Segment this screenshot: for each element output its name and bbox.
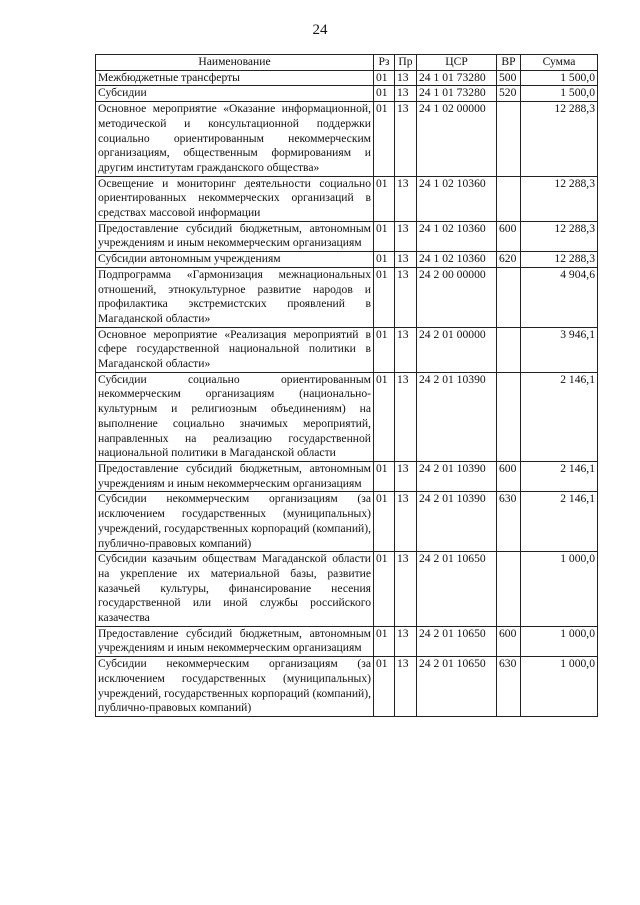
table-row xyxy=(96,176,598,221)
row-name: Субсидии автономным учреждениям xyxy=(96,252,374,268)
row-vr xyxy=(497,176,521,221)
row-vr: 520 xyxy=(497,86,521,102)
row-rz: 01 xyxy=(374,492,395,552)
table-header-row xyxy=(96,55,598,71)
row-vr xyxy=(497,267,521,327)
row-name: Субсидии xyxy=(96,86,374,102)
header-sum: Сумма xyxy=(521,55,598,71)
row-name: Освещение и мониторинг деятельности социально ориентированных некоммерческих организаций в средствах массовой информации xyxy=(96,176,374,221)
row-pr: 13 xyxy=(395,492,417,552)
page-number: 24 xyxy=(312,22,328,38)
row-name: Предоставление субсидий бюджетным, автономным учреждениям и иным некоммерческим организациям xyxy=(96,221,374,251)
row-vr: 630 xyxy=(497,492,521,552)
row-csr: 24 1 01 73280 xyxy=(417,70,497,86)
row-name: Субсидии казачьим обществам Магаданской области на укрепление их материальной базы, развитие казачьей культуры, финансирование несения государственной или иной службы российского казачества xyxy=(96,552,374,627)
table-row xyxy=(96,70,598,86)
header-vr: ВР xyxy=(497,55,521,71)
row-pr: 13 xyxy=(395,461,417,491)
row-pr: 13 xyxy=(395,657,417,717)
row-name: Межбюджетные трансферты xyxy=(96,70,374,86)
row-csr: 24 2 00 00000 xyxy=(417,267,497,327)
row-vr: 500 xyxy=(497,70,521,86)
table-row xyxy=(96,252,598,268)
row-sum: 1 500,0 xyxy=(521,86,598,102)
table-row xyxy=(96,221,598,251)
row-sum: 2 146,1 xyxy=(521,372,598,461)
row-sum: 2 146,1 xyxy=(521,461,598,491)
row-vr: 620 xyxy=(497,252,521,268)
table-row xyxy=(96,267,598,327)
row-rz: 01 xyxy=(374,267,395,327)
row-rz: 01 xyxy=(374,176,395,221)
row-name: Субсидии некоммерческим организациям (за исключением государственных (муниципальных) учреждений, государственных корпораций (компаний), публично-правовых компаний) xyxy=(96,657,374,717)
row-sum: 12 288,3 xyxy=(521,252,598,268)
row-sum: 1 500,0 xyxy=(521,70,598,86)
row-vr: 600 xyxy=(497,461,521,491)
row-pr: 13 xyxy=(395,86,417,102)
row-csr: 24 1 02 10360 xyxy=(417,252,497,268)
row-csr: 24 2 01 10650 xyxy=(417,657,497,717)
row-pr: 13 xyxy=(395,552,417,627)
row-sum: 3 946,1 xyxy=(521,327,598,372)
row-pr: 13 xyxy=(395,102,417,177)
table-row xyxy=(96,461,598,491)
row-rz: 01 xyxy=(374,327,395,372)
table-row xyxy=(96,102,598,177)
row-rz: 01 xyxy=(374,102,395,177)
row-pr: 13 xyxy=(395,252,417,268)
row-sum: 4 904,6 xyxy=(521,267,598,327)
row-pr: 13 xyxy=(395,70,417,86)
row-csr: 24 2 01 10390 xyxy=(417,461,497,491)
row-pr: 13 xyxy=(395,327,417,372)
row-name: Подпрограмма «Гармонизация межнациональных отношений, этнокультурное развитие народов и профилактика экстремистских проявлений в Магаданской области» xyxy=(96,267,374,327)
row-name: Субсидии социально ориентированным некоммерческим организациям (национально-культурным и религиозным объединениям) на выполнение социально значимых мероприятий, направленных на реализацию государственной национальной политики в Магаданской области xyxy=(96,372,374,461)
row-sum: 1 000,0 xyxy=(521,657,598,717)
row-vr: 600 xyxy=(497,626,521,656)
row-rz: 01 xyxy=(374,552,395,627)
row-pr: 13 xyxy=(395,176,417,221)
row-vr xyxy=(497,327,521,372)
row-pr: 13 xyxy=(395,267,417,327)
row-pr: 13 xyxy=(395,626,417,656)
row-rz: 01 xyxy=(374,70,395,86)
row-rz: 01 xyxy=(374,86,395,102)
row-vr: 600 xyxy=(497,221,521,251)
row-vr xyxy=(497,372,521,461)
table-row xyxy=(96,657,598,717)
row-csr: 24 2 01 00000 xyxy=(417,327,497,372)
row-csr: 24 1 02 00000 xyxy=(417,102,497,177)
row-name: Субсидии некоммерческим организациям (за исключением государственных (муниципальных) учреждений, государственных корпораций (компаний), публично-правовых компаний) xyxy=(96,492,374,552)
row-sum: 1 000,0 xyxy=(521,626,598,656)
table-row xyxy=(96,372,598,461)
row-name: Основное мероприятие «Реализация мероприятий в сфере государственной национальной политики в Магаданской области» xyxy=(96,327,374,372)
table-row xyxy=(96,492,598,552)
row-csr: 24 1 02 10360 xyxy=(417,221,497,251)
header-csr: ЦСР xyxy=(417,55,497,71)
row-sum: 2 146,1 xyxy=(521,492,598,552)
table-row xyxy=(96,327,598,372)
row-rz: 01 xyxy=(374,626,395,656)
row-rz: 01 xyxy=(374,252,395,268)
table-row xyxy=(96,552,598,627)
row-csr: 24 2 01 10650 xyxy=(417,626,497,656)
table-row xyxy=(96,86,598,102)
row-csr: 24 2 01 10650 xyxy=(417,552,497,627)
row-vr xyxy=(497,552,521,627)
row-sum: 12 288,3 xyxy=(521,221,598,251)
row-sum: 12 288,3 xyxy=(521,102,598,177)
row-vr: 630 xyxy=(497,657,521,717)
row-pr: 13 xyxy=(395,221,417,251)
row-rz: 01 xyxy=(374,372,395,461)
header-name: Наименование xyxy=(96,55,374,71)
row-csr: 24 2 01 10390 xyxy=(417,372,497,461)
header-pr: Пр xyxy=(395,55,417,71)
row-name: Предоставление субсидий бюджетным, автономным учреждениям и иным некоммерческим организациям xyxy=(96,461,374,491)
row-name: Основное мероприятие «Оказание информационной, методической и консультационной поддержки социально ориентированным некоммерческим организациям, общественным формированиям и другим институтам гражданского общества» xyxy=(96,102,374,177)
row-pr: 13 xyxy=(395,372,417,461)
row-csr: 24 1 01 73280 xyxy=(417,86,497,102)
row-rz: 01 xyxy=(374,657,395,717)
row-name: Предоставление субсидий бюджетным, автономным учреждениям и иным некоммерческим организациям xyxy=(96,626,374,656)
row-rz: 01 xyxy=(374,461,395,491)
row-csr: 24 2 01 10390 xyxy=(417,492,497,552)
row-vr xyxy=(497,102,521,177)
row-rz: 01 xyxy=(374,221,395,251)
header-rz: Рз xyxy=(374,55,395,71)
table-row xyxy=(96,626,598,656)
row-sum: 1 000,0 xyxy=(521,552,598,627)
row-sum: 12 288,3 xyxy=(521,176,598,221)
budget-table xyxy=(95,54,598,717)
row-csr: 24 1 02 10360 xyxy=(417,176,497,221)
